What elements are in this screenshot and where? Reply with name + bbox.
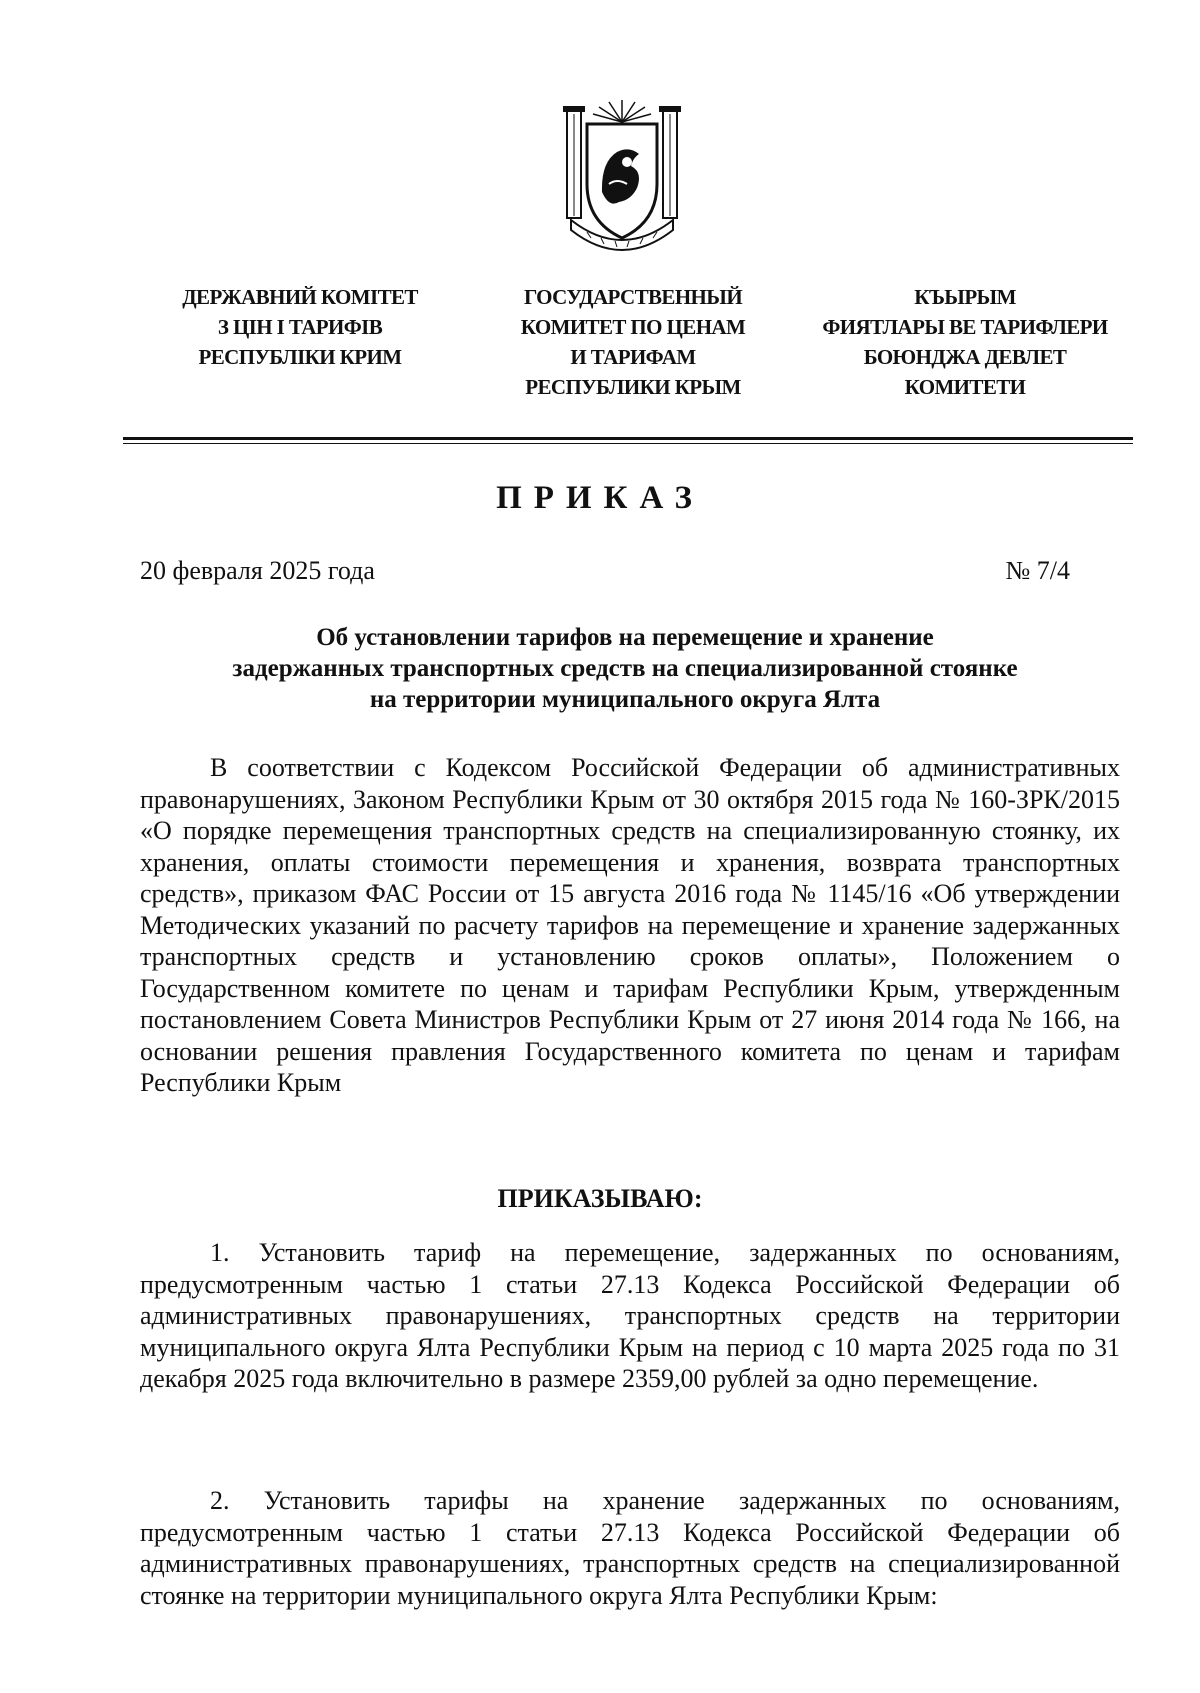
order-heading: ПРИКАЗЫВАЮ: <box>497 1184 703 1213</box>
document-date: 20 февраля 2025 года <box>140 556 375 585</box>
letterhead-ukrainian: ДЕРЖАВНИЙ КОМІТЕТ З ЦІН І ТАРИФІВ РЕСПУБЛІКИ КРИМ <box>182 285 418 369</box>
letterhead-russian: ГОСУДАРСТВЕННЫЙ КОМИТЕТ ПО ЦЕНАМ И ТАРИФАМ РЕСПУБЛИКИ КРЫМ <box>520 285 746 399</box>
document-subject: Об установлении тарифов на перемещение и хранение задержанных транспортных средств на специализированной стоянке на территории муниципального округа Ялта <box>232 624 1018 713</box>
header-divider-thin <box>123 443 1133 444</box>
document-number: № 7/4 <box>1005 556 1070 585</box>
order-item-1: 1. Установить тариф на перемещение, задержанных по основаниям, предусмотренным частью 1 статьи 27.13 Кодекса Российской Федерации об административных правонарушениях, транспортных средств на территории муниципального округа Ялта Республики Крым на период с 10 марта 2025 года по 31 декабря 2025 года включительно в размере 2359,00 рублей за одно перемещение. <box>140 1238 1120 1393</box>
order-item-2: 2. Установить тарифы на хранение задержанных по основаниям, предусмотренным частью 1 статьи 27.13 Кодекса Российской Федерации об административных правонарушениях, транспортных средств на специализированной стоянке на территории муниципального округа Ялта Республики Крым: <box>140 1486 1120 1610</box>
crimea-coat-of-arms-icon <box>557 92 687 252</box>
preamble-paragraph: В соответствии с Кодексом Российской Федерации об административных правонарушениях, Законом Республики Крым от 30 октября 2015 года № 160-ЗРК/2015 «О порядке перемещения транспортных средств на специализированную стоянку, их хранения, оплаты стоимости перемещения и хранения, возврата транспортных средств», приказом ФАС России от 15 августа 2016 года № 1145/16 «Об утверждении Методических указаний по расчету тарифов на перемещение и хранение задержанных транспортных средств и установлению сроков оплаты», Положением о Государственном комитете по ценам и тарифам Республики Крым, утвержденным постановлением Совета Министров Республики Крым от 27 июня 2014 года № 166, на основании решения правления Государственного комитета по ценам и тарифам Республики Крым <box>140 753 1120 1097</box>
header-divider-thick <box>123 437 1133 440</box>
letterhead-crimean-tatar: КЪЫРЫМ ФИЯТЛАРЫ ВЕ ТАРИФЛЕРИ БОЮНДЖА ДЕВЛЕТ КОМИТЕТИ <box>822 285 1108 399</box>
document-title: ПРИКАЗ <box>496 480 704 516</box>
